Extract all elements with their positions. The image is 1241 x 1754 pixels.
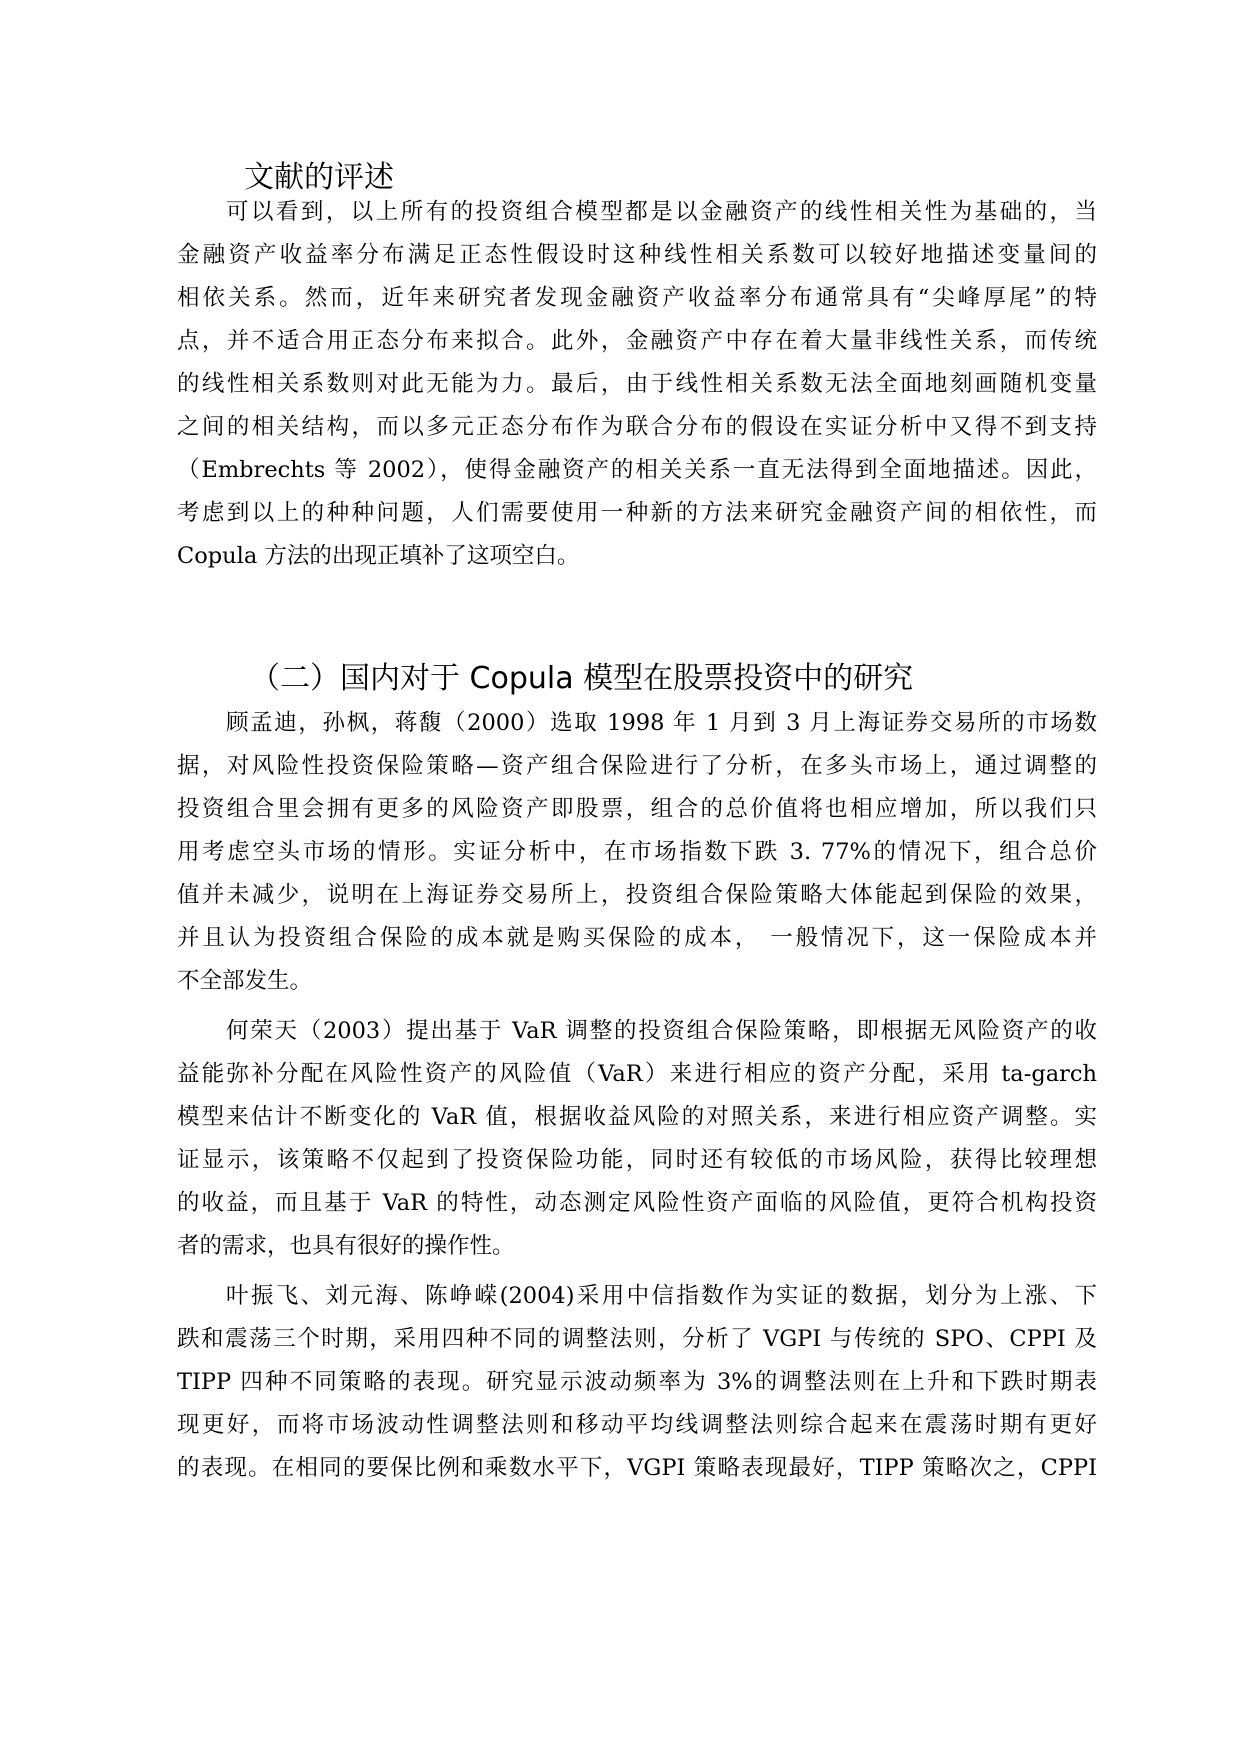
paragraph-line: 据，对风险性投资保险策略—资产组合保险进行了分析，在多头市场上，通过调整的: [177, 753, 1097, 779]
paragraph-line: 投资组合里会拥有更多的风险资产即股票，组合的总价值将也相应增加，所以我们只: [177, 796, 1097, 822]
paragraph-line: 顾孟迪，孙枫，蒋馥（2000）选取 1998 年 1 月到 3 月上海证券交易所的市场数: [226, 710, 1097, 736]
paragraph-line: 益能弥补分配在风险性资产的风险值（VaR）来进行相应的资产分配，采用 ta-garch: [177, 1061, 1097, 1087]
paragraph-line: 用考虑空头市场的情形。实证分析中，在市场指数下跌 3. 77%的情况下，组合总价: [177, 839, 1097, 865]
paragraph-line: 考虑到以上的种种问题，人们需要使用一种新的方法来研究金融资产间的相依性，而: [177, 500, 1097, 526]
paragraph-line: Copula 方法的出现正填补了这项空白。: [177, 543, 580, 569]
paragraph-line: 点，并不适合用正态分布来拟合。此外，金融资产中存在着大量非线性关系，而传统: [177, 328, 1097, 354]
paragraph-line: 金融资产收益率分布满足正态性假设时这种线性相关系数可以较好地描述变量间的: [177, 242, 1097, 268]
paragraph-line: 跌和震荡三个时期，采用四种不同的调整法则，分析了 VGPI 与传统的 SPO、CPPI 及: [177, 1326, 1097, 1352]
section-heading-domestic-research: （二）国内对于 Copula 模型在股票投资中的研究: [250, 661, 914, 696]
paragraph-line: 的表现。在相同的要保比例和乘数水平下，VGPI 策略表现最好，TIPP 策略次之，CPPI: [177, 1455, 1097, 1481]
paragraph-line: 不全部发生。: [177, 968, 313, 994]
paragraph-line: （Embrechts 等 2002），使得金融资产的相关关系一直无法得到全面地描述。因此，: [177, 457, 1097, 483]
paragraph-line: 并且认为投资组合保险的成本就是购买保险的成本， 一般情况下，这一保险成本并: [177, 925, 1097, 951]
paragraph-line: 叶振飞、刘元海、陈峥嵘(2004)采用中信指数作为实证的数据，划分为上涨、下: [226, 1283, 1097, 1309]
paragraph-line: TIPP 四种不同策略的表现。研究显示波动频率为 3%的调整法则在上升和下跌时期表: [177, 1369, 1097, 1395]
paragraph-line: 现更好，而将市场波动性调整法则和移动平均线调整法则综合起来在震荡时期有更好: [177, 1412, 1097, 1438]
paragraph-line: 的收益，而且基于 VaR 的特性，动态测定风险性资产面临的风险值，更符合机构投资: [177, 1190, 1097, 1216]
paragraph-line: 的线性相关系数则对此无能为力。最后，由于线性相关系数无法全面地刻画随机变量: [177, 371, 1097, 397]
section-heading-review: 文献的评述: [244, 160, 394, 195]
paragraph-line: 值并未减少，说明在上海证券交易所上，投资组合保险策略大体能起到保险的效果，: [177, 882, 1097, 908]
paragraph-line: 者的需求，也具有很好的操作性。: [177, 1233, 515, 1259]
paragraph-line: 证显示，该策略不仅起到了投资保险功能，同时还有较低的市场风险，获得比较理想: [177, 1147, 1097, 1173]
paragraph-line: 可以看到，以上所有的投资组合模型都是以金融资产的线性相关性为基础的，当: [226, 199, 1097, 225]
paragraph-line: 何荣天（2003）提出基于 VaR 调整的投资组合保险策略，即根据无风险资产的收: [226, 1018, 1097, 1044]
paragraph-line: 模型来估计不断变化的 VaR 值，根据收益风险的对照关系，来进行相应资产调整。实: [177, 1104, 1097, 1130]
paragraph-line: 之间的相关结构，而以多元正态分布作为联合分布的假设在实证分析中又得不到支持: [177, 414, 1097, 440]
paragraph-line: 相依关系。然而，近年来研究者发现金融资产收益率分布通常具有“尖峰厚尾”的特: [177, 285, 1097, 311]
